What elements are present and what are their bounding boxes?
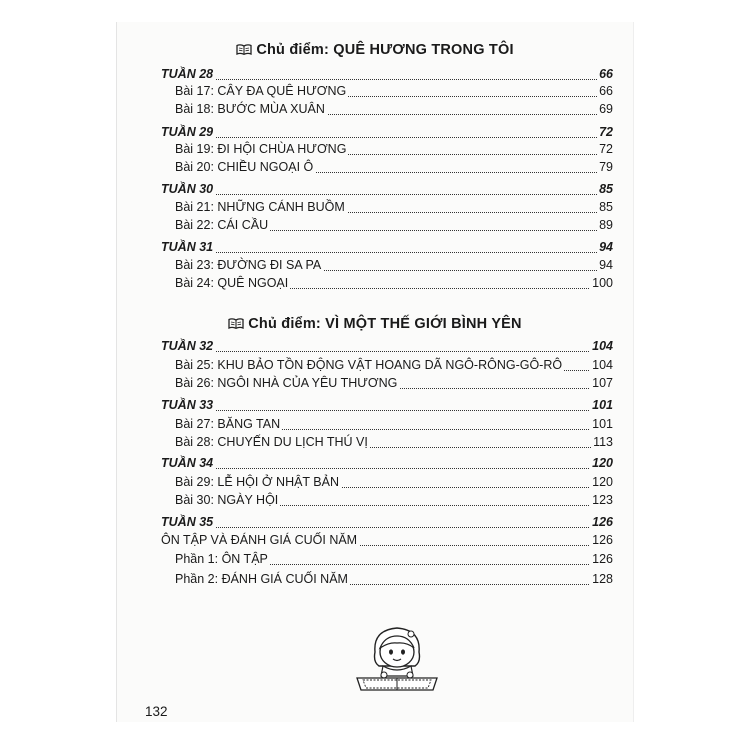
entry-label: TUẦN 28 — [161, 67, 214, 81]
entry-label: ÔN TẬP VÀ ĐÁNH GIÁ CUỐI NĂM — [161, 533, 358, 547]
entry-label: Bài 29: LỄ HỘI Ở NHẬT BẢN — [175, 475, 340, 489]
entry-page: 101 — [592, 398, 613, 412]
entry-page: 128 — [592, 572, 613, 586]
toc-week-entry[interactable] — [161, 455, 613, 471]
entry-page: 113 — [593, 435, 613, 449]
toc-week-entry[interactable] — [161, 397, 613, 413]
entry-page: 85 — [599, 200, 613, 214]
entry-page: 123 — [592, 493, 613, 507]
toc-lesson-entry[interactable] — [175, 159, 613, 175]
toc-lesson-entry[interactable] — [175, 83, 613, 99]
entry-page: 69 — [599, 102, 613, 116]
book-page — [116, 22, 634, 722]
entry-page: 89 — [599, 218, 613, 232]
entry-page: 120 — [592, 475, 613, 489]
entry-page: 66 — [599, 67, 613, 81]
toc-lesson-entry[interactable] — [175, 199, 613, 215]
toc-lesson-entry[interactable] — [175, 492, 613, 508]
entry-page: 94 — [599, 258, 613, 272]
entry-page: 85 — [599, 182, 613, 196]
entry-label: Bài 21: NHỮNG CÁNH BUỒM — [175, 200, 345, 214]
entry-label: Phần 1: ÔN TẬP — [175, 552, 268, 566]
entry-page: 120 — [592, 456, 613, 470]
entry-label: Bài 19: ĐI HỘI CHÙA HƯƠNG — [175, 142, 347, 156]
entry-label: TUẦN 30 — [161, 182, 214, 196]
entry-label: TUẦN 32 — [161, 339, 214, 353]
toc-lesson-entry[interactable] — [175, 217, 613, 233]
section-title: QUÊ HƯƠNG TRONG TÔI — [333, 42, 514, 58]
toc-week-entry[interactable] — [161, 239, 613, 255]
entry-label: Bài 18: BƯỚC MÙA XUÂN — [175, 102, 325, 116]
toc-lesson-entry[interactable] — [175, 551, 613, 567]
entry-page: 126 — [592, 515, 613, 529]
entry-label: Bài 23: ĐƯỜNG ĐI SA PA — [175, 258, 322, 272]
section-heading-2 — [117, 316, 633, 332]
toc-week-entry[interactable] — [161, 66, 613, 82]
entry-page: 126 — [592, 552, 613, 566]
toc-week-entry[interactable] — [161, 514, 613, 530]
entry-label: Phần 2: ĐÁNH GIÁ CUỐI NĂM — [175, 572, 348, 586]
section-prefix: Chủ điểm: — [256, 42, 334, 58]
entry-label: TUẦN 29 — [161, 125, 214, 139]
entry-page: 100 — [592, 276, 613, 290]
entry-page: 104 — [592, 339, 613, 353]
entry-label: Bài 20: CHIỀU NGOẠI Ô — [175, 160, 314, 174]
entry-label: Bài 24: QUÊ NGOẠI — [175, 276, 289, 290]
toc-lesson-entry[interactable] — [175, 416, 613, 432]
open-book-icon — [236, 44, 252, 55]
section-title: VÌ MỘT THẾ GIỚI BÌNH YÊN — [325, 316, 522, 332]
entry-label: TUẦN 34 — [161, 456, 214, 470]
toc-lesson-entry[interactable] — [175, 101, 613, 117]
toc-lesson-entry[interactable] — [175, 141, 613, 157]
entry-page: 72 — [599, 125, 613, 139]
entry-label: Bài 30: NGÀY HỘI — [175, 493, 279, 507]
page-number: 132 — [145, 704, 168, 719]
toc-week-entry[interactable] — [161, 338, 613, 354]
entry-page: 94 — [599, 240, 613, 254]
section-prefix: Chủ điểm: — [248, 316, 326, 332]
toc-lesson-entry[interactable] — [175, 571, 613, 587]
toc-lesson-entry[interactable] — [175, 357, 613, 373]
entry-label: TUẦN 35 — [161, 515, 214, 529]
open-book-icon — [228, 318, 244, 329]
toc-lesson-entry[interactable] — [175, 375, 613, 391]
toc-lesson-entry[interactable] — [161, 532, 613, 548]
toc-week-entry[interactable] — [161, 181, 613, 197]
entry-page: 79 — [599, 160, 613, 174]
toc-lesson-entry[interactable] — [175, 474, 613, 490]
entry-label: Bài 26: NGÔI NHÀ CỦA YÊU THƯƠNG — [175, 376, 398, 390]
entry-label: Bài 28: CHUYẾN DU LỊCH THÚ VỊ — [175, 435, 368, 449]
entry-page: 126 — [592, 533, 613, 547]
toc-lesson-entry[interactable] — [175, 434, 613, 450]
toc-week-entry[interactable] — [161, 124, 613, 140]
entry-label: Bài 25: KHU BẢO TỒN ĐỘNG VẬT HOANG DÃ NGÔ-RÔNG-GÔ-RÔ — [175, 358, 563, 372]
entry-label: TUẦN 31 — [161, 240, 214, 254]
section-heading-1 — [117, 42, 633, 58]
toc-lesson-entry[interactable] — [175, 257, 613, 273]
toc-lesson-entry[interactable] — [175, 275, 613, 291]
entry-label: Bài 17: CÂY ĐA QUÊ HƯƠNG — [175, 84, 347, 98]
entry-label: Bài 22: CÁI CẦU — [175, 218, 269, 232]
entry-page: 66 — [599, 84, 613, 98]
entry-label: Bài 27: BĂNG TAN — [175, 417, 281, 431]
entry-page: 104 — [592, 358, 613, 372]
entry-page: 101 — [592, 417, 613, 431]
entry-label: TUẦN 33 — [161, 398, 214, 412]
entry-page: 107 — [592, 376, 613, 390]
girl-reading-icon — [351, 622, 443, 699]
entry-page: 72 — [599, 142, 613, 156]
